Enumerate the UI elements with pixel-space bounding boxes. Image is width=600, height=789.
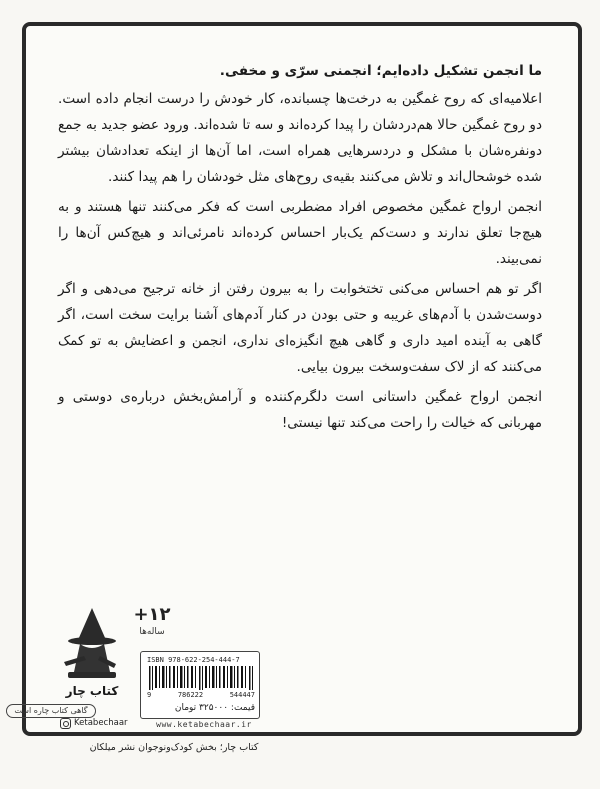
- website-link[interactable]: www.ketabechaar.ir: [156, 720, 252, 729]
- publisher-tagline: گاهی کتاب چاره است: [6, 704, 96, 718]
- barcode-group-1: 786222: [177, 691, 204, 699]
- publisher-logo: [52, 606, 132, 708]
- instagram-handle: Ketabechaar: [74, 718, 128, 728]
- blurb-paragraph-2: انجمن ارواح غمگین مخصوص افراد مضطربی است که فکر می‌کنند تنها هستند و به هیچ‌جا تعلق ندارند و دست‌کم یک‌بار احساس کرده‌اند نامرئی‌اند و هیچ‌کس آن‌ها را نمی‌بیند.: [58, 199, 542, 267]
- age-value: +۱۲: [133, 604, 171, 625]
- blurb-intro: ما انجمن تشکیل داده‌ایم؛ انجمنی سرّی و مخفی.: [219, 63, 542, 79]
- barcode-icon: [147, 666, 255, 690]
- age-badge: [133, 604, 171, 654]
- barcode-group-2: 544447: [229, 691, 255, 699]
- instagram-handle-group[interactable]: [60, 716, 128, 730]
- barcode-lead-digit: 9: [147, 691, 152, 699]
- witch-logo-icon: [54, 606, 130, 682]
- isbn-box: [140, 651, 260, 719]
- blurb-paragraph-4: انجمن ارواح غمگین داستانی است دلگرم‌کننده و آرامش‌بخش درباره‌ی دوستی و مهربانی که خیالت را راحت می‌کند تنها نیستی!: [58, 389, 542, 431]
- instagram-icon: [60, 718, 71, 729]
- isbn-number: ISBN 978-622-254-444-7: [147, 656, 240, 664]
- footer-credit: کتاب چار؛ بخش کودک‌ونوجوان نشر میلکان: [89, 742, 259, 753]
- blurb-paragraph-3: اگر تو هم احساس می‌کنی تختخوابت را به بیرون رفتن از خانه ترجیح می‌دهی و اگر دوست‌شدن با آدم‌های غریبه و حتی بودن در کنار آدم‌های آشنا برایت سخت است، اگر گاهی به آینده امید داری و گاهی هیچ انگیزه‌ای نداری، انجمن و اعضایش به تو کمک می‌کنند که از لاک سفت‌وسخت بیرون بیایی.: [58, 281, 542, 375]
- barcode-numbers: [147, 691, 255, 699]
- price-label: قیمت: ۳۲۵۰۰۰ تومان: [174, 703, 255, 713]
- age-label: ساله‌ها: [139, 627, 165, 637]
- publisher-name: کتاب چار: [65, 684, 119, 698]
- blurb-text: [58, 58, 542, 440]
- blurb-paragraph-1: اعلامیه‌ای که روح غمگین به درخت‌ها چسبانده، کار خودش را درست انجام داده است. دو روح غمگین حالا هم‌دردشان را پیدا کرده‌اند و سه تا شده‌اند. ورود عضو جدید به جمع دونفره‌شان با مشکل و دردسرهایی همراه است، اما آن‌ها از اینکه تعدادشان بیشتر شده خوشحال‌اند و تلاش می‌کنند بقیه‌ی روح‌های مثل خودشان را هم پیدا کنند.: [58, 91, 542, 185]
